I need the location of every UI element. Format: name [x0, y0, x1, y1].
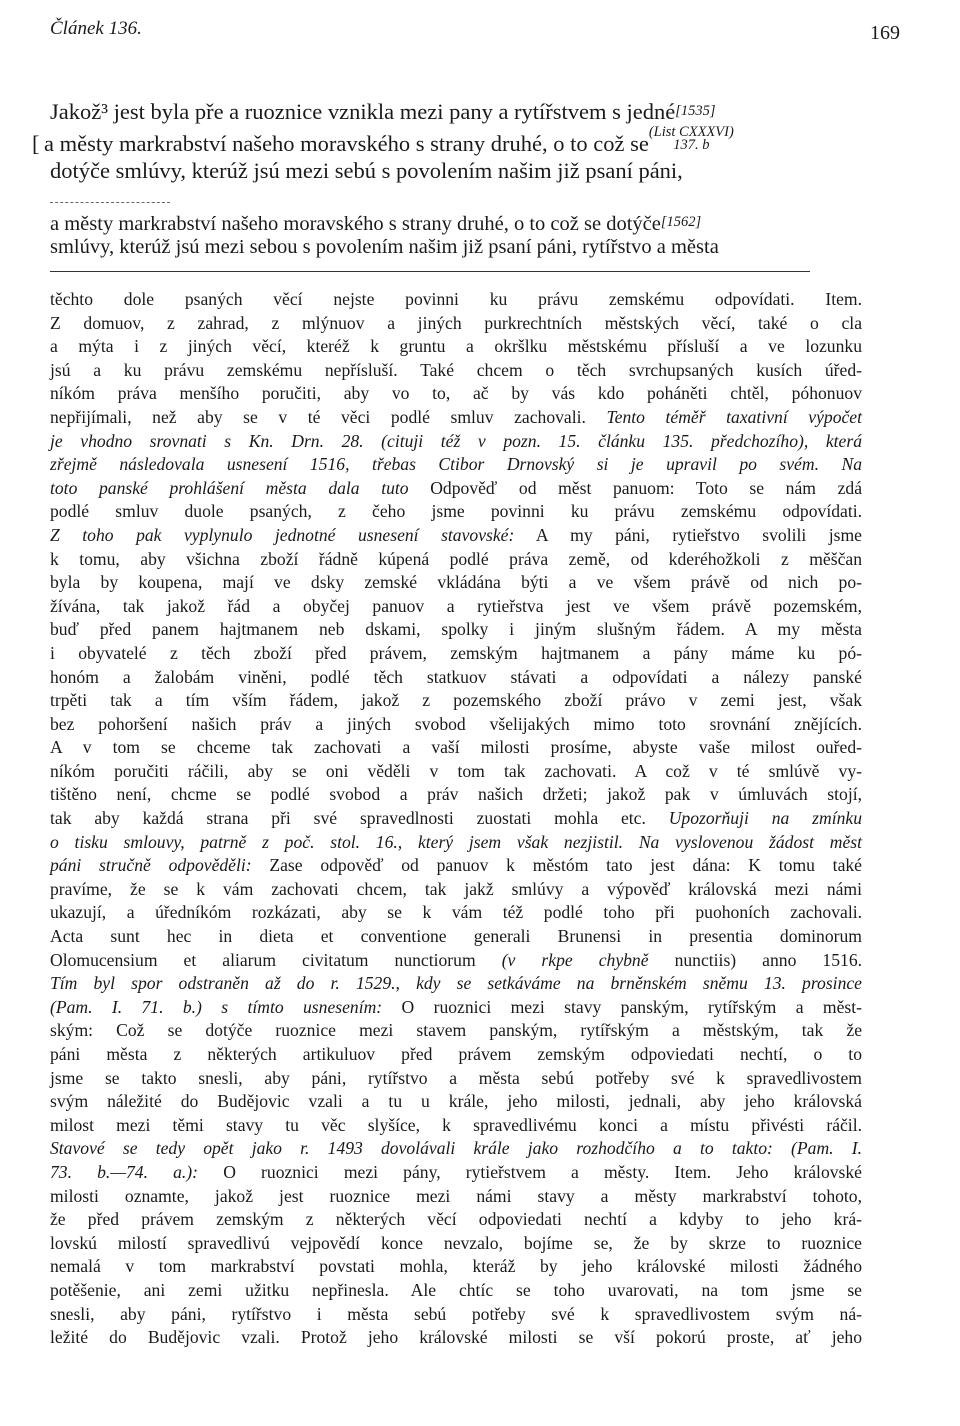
text-line [32, 124, 870, 156]
text-line: tištěno není, chcme se podlé svobod a práv našich držeti; jakož pak v úmluvách stojí, [50, 784, 862, 805]
text-line: (Pam. I. 71. b.) s tímto usnesením: O ruoznici mezi stavy panským, rytířským a měst- [50, 996, 862, 1017]
text-line [50, 96, 870, 126]
text-line: je vhodno srovnati s Kn. Drn. 28. (cituji též v pozn. 15. článku 135. předchozího), která [50, 430, 862, 451]
line-text: a městy markrabství našeho moravského s strany druhé, o to což se dotýče [50, 213, 661, 235]
text-line: ležité do Budějovic vzali. Protož jeho královské milosti se vší pokorú proste, ať jeho [50, 1327, 862, 1348]
text-line: Z toho pak vyplynulo jednotné usnesení stavovské: A my páni, rytieřstvo svolili jsme [50, 524, 862, 545]
text-line: trpěti tak a tím vším řádem, jakož z pozemského zboží právo v zemi jest, však [50, 690, 862, 711]
text-line: těchto dole psaných věcí nejste povinni ku právu zemskému odpovídati. Item. [50, 289, 862, 309]
bracket-mark: [ [32, 131, 40, 156]
text-line: žívána, tak jakož řád a obyčej panuov a rytieřstva jest ve všem právě pozemském, [50, 595, 862, 616]
text-line: jsú a ku právu zemskému nepřísluší. Také chcem o těch svrchupsaných kusích úřed- [50, 359, 862, 380]
text-line: 73. b.—74. a.): O ruoznici mezi pány, rytieřstvem a městy. Item. Jeho královské [50, 1161, 862, 1182]
text-line: jsme se takto snesli, aby páni, rytířstvo a města sebú potřeby své k spravedlivostem [50, 1067, 862, 1088]
text-line: tak aby každá strana při své spravedlnosti zuostati mohla etc. Upozorňuji na zmínku [50, 808, 862, 829]
text-line: buď před panem hajtmanem neb dskami, spolky i jiným slušným řádem. A my města [50, 619, 862, 640]
text-line: ukazují, a úředníkóm rozkázati, aby se k vám též podlé toho při puohoních zachovali. [50, 902, 862, 923]
page-header [50, 18, 900, 58]
text-line: Olomucensium et aliarum civitatum nunctiorum (v rkpe chybně nunctiis) anno 1516. [50, 949, 863, 970]
text-line: podlé smluv duole psaných, z čeho jsme povinni ku právu zemskému odpovídati. [50, 501, 862, 522]
text-line: a mýta i z jiných věcí, kteréž k gruntu a okršlku městskému přísluší a ve lozunku [50, 336, 862, 357]
section-divider [50, 271, 810, 272]
text-line: toto panské prohlášení města dala tuto Odpověď od měst panuom: Toto se nám zdá [50, 477, 863, 498]
page-number: 169 [870, 22, 900, 44]
folio-note-bottom: 137. b [673, 137, 710, 153]
text-line: snesli, aby páni, rytířstvo i města sebú potřeby své k spravedlivostem svým ná- [50, 1303, 862, 1324]
text-line: A v tom se chceme tak zachovati a vaší milosti prosíme, abyste vaše milost ouřed- [50, 737, 862, 758]
folio-note [649, 126, 734, 152]
text-line: níkóm poručiti ráčili, aby se oni věděli v tom tak zachovati. A což v té smlúvě vy- [50, 760, 862, 781]
text-line: svým náležité do Budějovic vzali a tu u krále, jeho milosti, jednali, aby jeho královská [50, 1091, 862, 1112]
text-line: o tisku smlouvy, patrně z poč. stol. 16., který jsem však nezjistil. Na vyslovenou žádost měst [50, 831, 862, 852]
year-note: [1535] [675, 103, 716, 119]
text-line: níkóm práva menšího poručiti, aby vo to, ač by vás kdo poháněti chtěl, póhonuov [50, 383, 862, 404]
text-line: Acta sunt hec in dieta et conventione generali Brunensi in presentia dominorum [50, 926, 862, 947]
text-line: bez pohoršení našich práv a jiných svobod všelijakých mimo toto srovnání znějících. [50, 713, 862, 734]
dashed-divider [50, 202, 170, 203]
text-line: milost mezi těmi stavy tu věc slyšíce, k spravedlivému konci a místu přivésti ráčil. [50, 1114, 862, 1135]
text-line: ským: Což se dotýče ruoznice mezi stavem panským, rytířským a městským, tak že [50, 1020, 862, 1041]
line-text: dotýče smlúvy, kterúž jsú mezi sebú s povolením našim již psaní páni, [50, 158, 683, 183]
text-line: zřejmě následovala usnesení 1516, třebas Ctibor Drnovský si je upravil po svém. Na [50, 454, 862, 475]
folio-note-top: (List CXXXVI) [648, 124, 734, 140]
text-line: Tím byl spor odstraněn až do r. 1529., kdy se setkáváme na brněnském sněmu 13. prosince [50, 973, 862, 994]
line-text: Jakož³ jest byla pře a ruoznice vznikla mezi pany a rytířstvem s jedné [50, 99, 676, 124]
text-line: lovskú milostí spravedlivú vejpovědí konce nevzalo, bojíme se, že by skrze to ruoznice [50, 1232, 862, 1253]
variant-text-a [32, 96, 870, 186]
chapter-title: Článek 136. [50, 18, 142, 39]
year-note: [1562] [660, 214, 702, 230]
text-line: Z domuov, z zahrad, z mlýnuov a jiných purkrechtních městských věcí, také o cla [50, 312, 862, 333]
text-line: pravíme, že se k vám zachovati chcem, tak jakž smlúvy a výpověď královská mezi námi [50, 878, 862, 899]
text-line: páni stručně odpověděli: Zase odpověď od panuov k městóm tato jest dána: K tomu také [50, 855, 862, 876]
footnote-text [50, 288, 862, 1350]
line-text: a městy markrabství našeho moravského s strany druhé, o to což se [44, 131, 649, 156]
text-line: byla by koupena, mají ve dsky zemské vkládána býti a ve všem právě od nich po- [50, 572, 862, 593]
text-line: nemalá v tom markrabství povstati mohla, kteráž by jeho královské milosti žádného [50, 1256, 862, 1277]
text-line [50, 210, 870, 235]
text-line: i obyvatelé z těch zboží před právem, zemským hajtmanem a pány máme ku pó- [50, 642, 862, 663]
line-text: smlúvy, kterúž jsú mezi sebou s povolením našim již psaní páni, rytířstvo a města [50, 235, 719, 258]
text-line [50, 156, 870, 186]
text-line: páni města z některých artikuluov před právem zemským odpoviedati nechtí, o to [50, 1044, 862, 1064]
text-line: že před právem zemským z některých věcí odpoviedati nechtí a kdyby to jeho krá- [50, 1209, 862, 1230]
text-line: milosti oznamte, jakož jest ruoznice mezi námi stavy a městy markrabství tohoto, [50, 1185, 862, 1206]
text-line: nepřijímali, než aby se v té věci podlé smluv zachovali. Tento téměř taxativní výpočet [50, 406, 862, 427]
text-line: k tomu, aby všichna zboží řádně kúpená podlé práva země, od kderéhožkoli z měščan [50, 548, 862, 569]
text-line [50, 235, 870, 260]
text-line: Stavové se tedy opět jako r. 1493 dovolávali krále jako rozhodčího a to takto: (Pam. I. [50, 1138, 862, 1159]
text-line: potěšenie, ani zemi užitku nepřinesla. Ale chtíc se toho uvarovati, na tom jsme se [50, 1279, 862, 1300]
text-line: honóm a žalobám viněni, podlé těch statkuov stávati a odpovídati a nálezy panské [50, 666, 862, 687]
variant-text-b [50, 210, 870, 259]
